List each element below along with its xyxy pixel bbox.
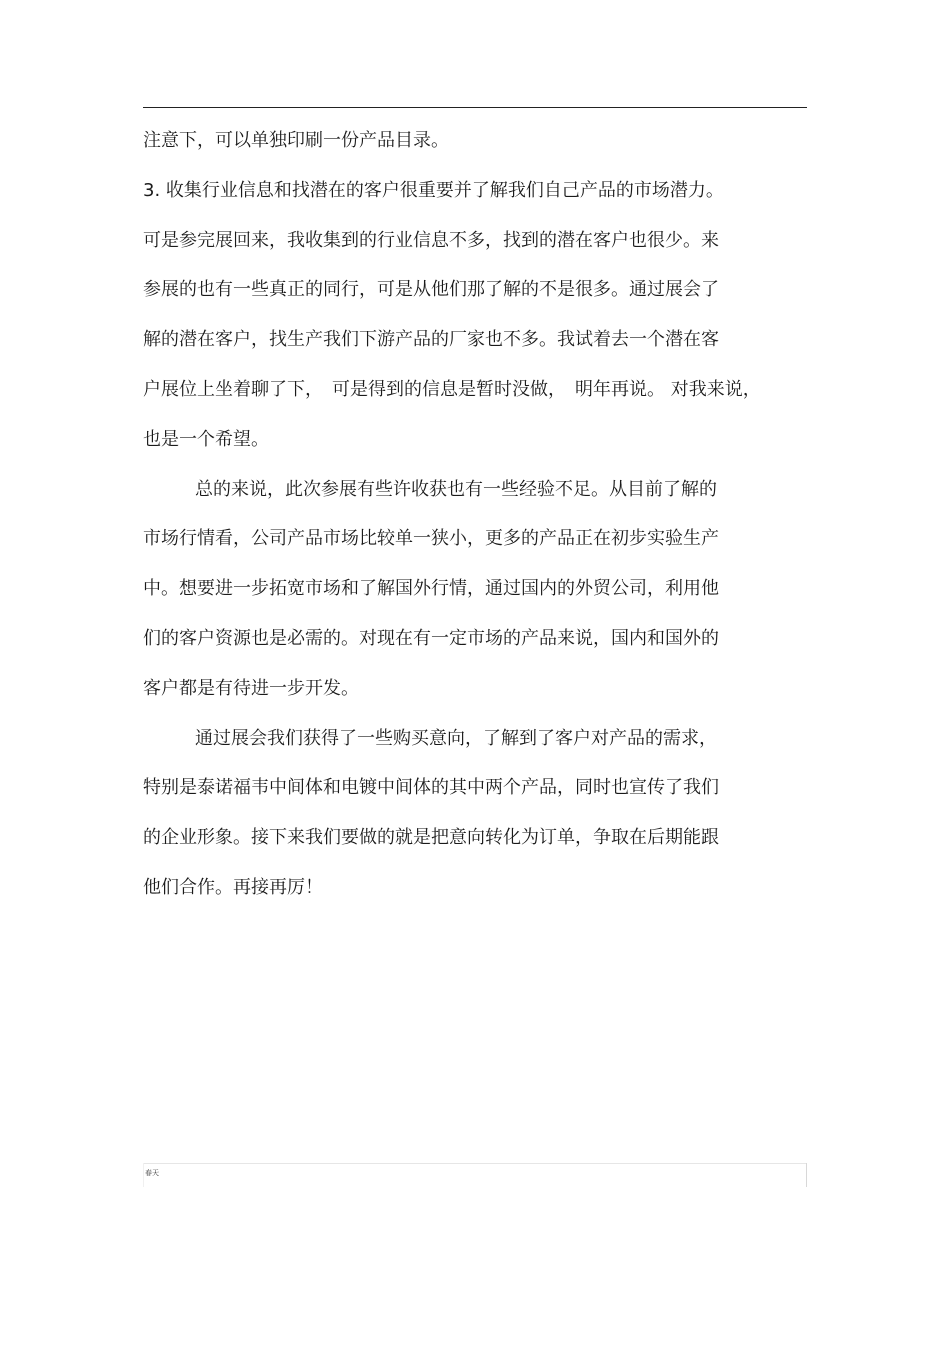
text-line: 特别是泰诺福韦中间体和电镀中间体的其中两个产品，同时也宣传了我们: [143, 777, 719, 799]
text-line: 户展位上坐着聊了下， 可是得到的信息是暂时没做， 明年再说。 对我来说，: [143, 378, 761, 400]
text-line: 3. 收集行业信息和找潜在的客户很重要并了解我们自己产品的市场潜力。: [143, 179, 724, 201]
text-line: 的企业形象。接下来我们要做的就是把意向转化为订单，争取在后期能跟: [143, 827, 719, 849]
text-line: 注意下，可以单独印刷一份产品目录。: [143, 130, 449, 151]
footer-label: 春天: [145, 1169, 159, 1177]
footer-right-border: [806, 1163, 807, 1187]
text-line: 可是参完展回来，我收集到的行业信息不多，找到的潜在客户也很少。来: [143, 229, 719, 251]
paragraph-first-line: 通过展会我们获得了一些购买意向，了解到了客户对产品的需求，: [195, 727, 717, 749]
document-body: [143, 116, 807, 913]
text-line: 客户都是有待进一步开发。: [143, 677, 359, 699]
text-line: 也是一个希望。: [143, 428, 269, 450]
text-line: 们的客户资源也是必需的。对现在有一定市场的产品来说，国内和国外的: [143, 627, 719, 649]
paragraph-first-line: 总的来说，此次参展有些许收获也有一些经验不足。从目前了解的: [195, 478, 717, 500]
text-line: 解的潜在客户，找生产我们下游产品的厂家也不多。我试着去一个潜在客: [143, 329, 719, 351]
footer-left-border: [143, 1163, 144, 1187]
text-line: 他们合作。再接再厉！: [143, 876, 323, 898]
header-rule: [143, 107, 807, 108]
footer-rule: [143, 1163, 807, 1164]
text-line: 中。想要进一步拓宽市场和了解国外行情，通过国内的外贸公司，利用他: [143, 578, 719, 600]
text-line: 参展的也有一些真正的同行，可是从他们那了解的不是很多。通过展会了: [143, 279, 719, 301]
text-line: 市场行情看，公司产品市场比较单一狭小，更多的产品正在初步实验生产: [143, 528, 719, 550]
